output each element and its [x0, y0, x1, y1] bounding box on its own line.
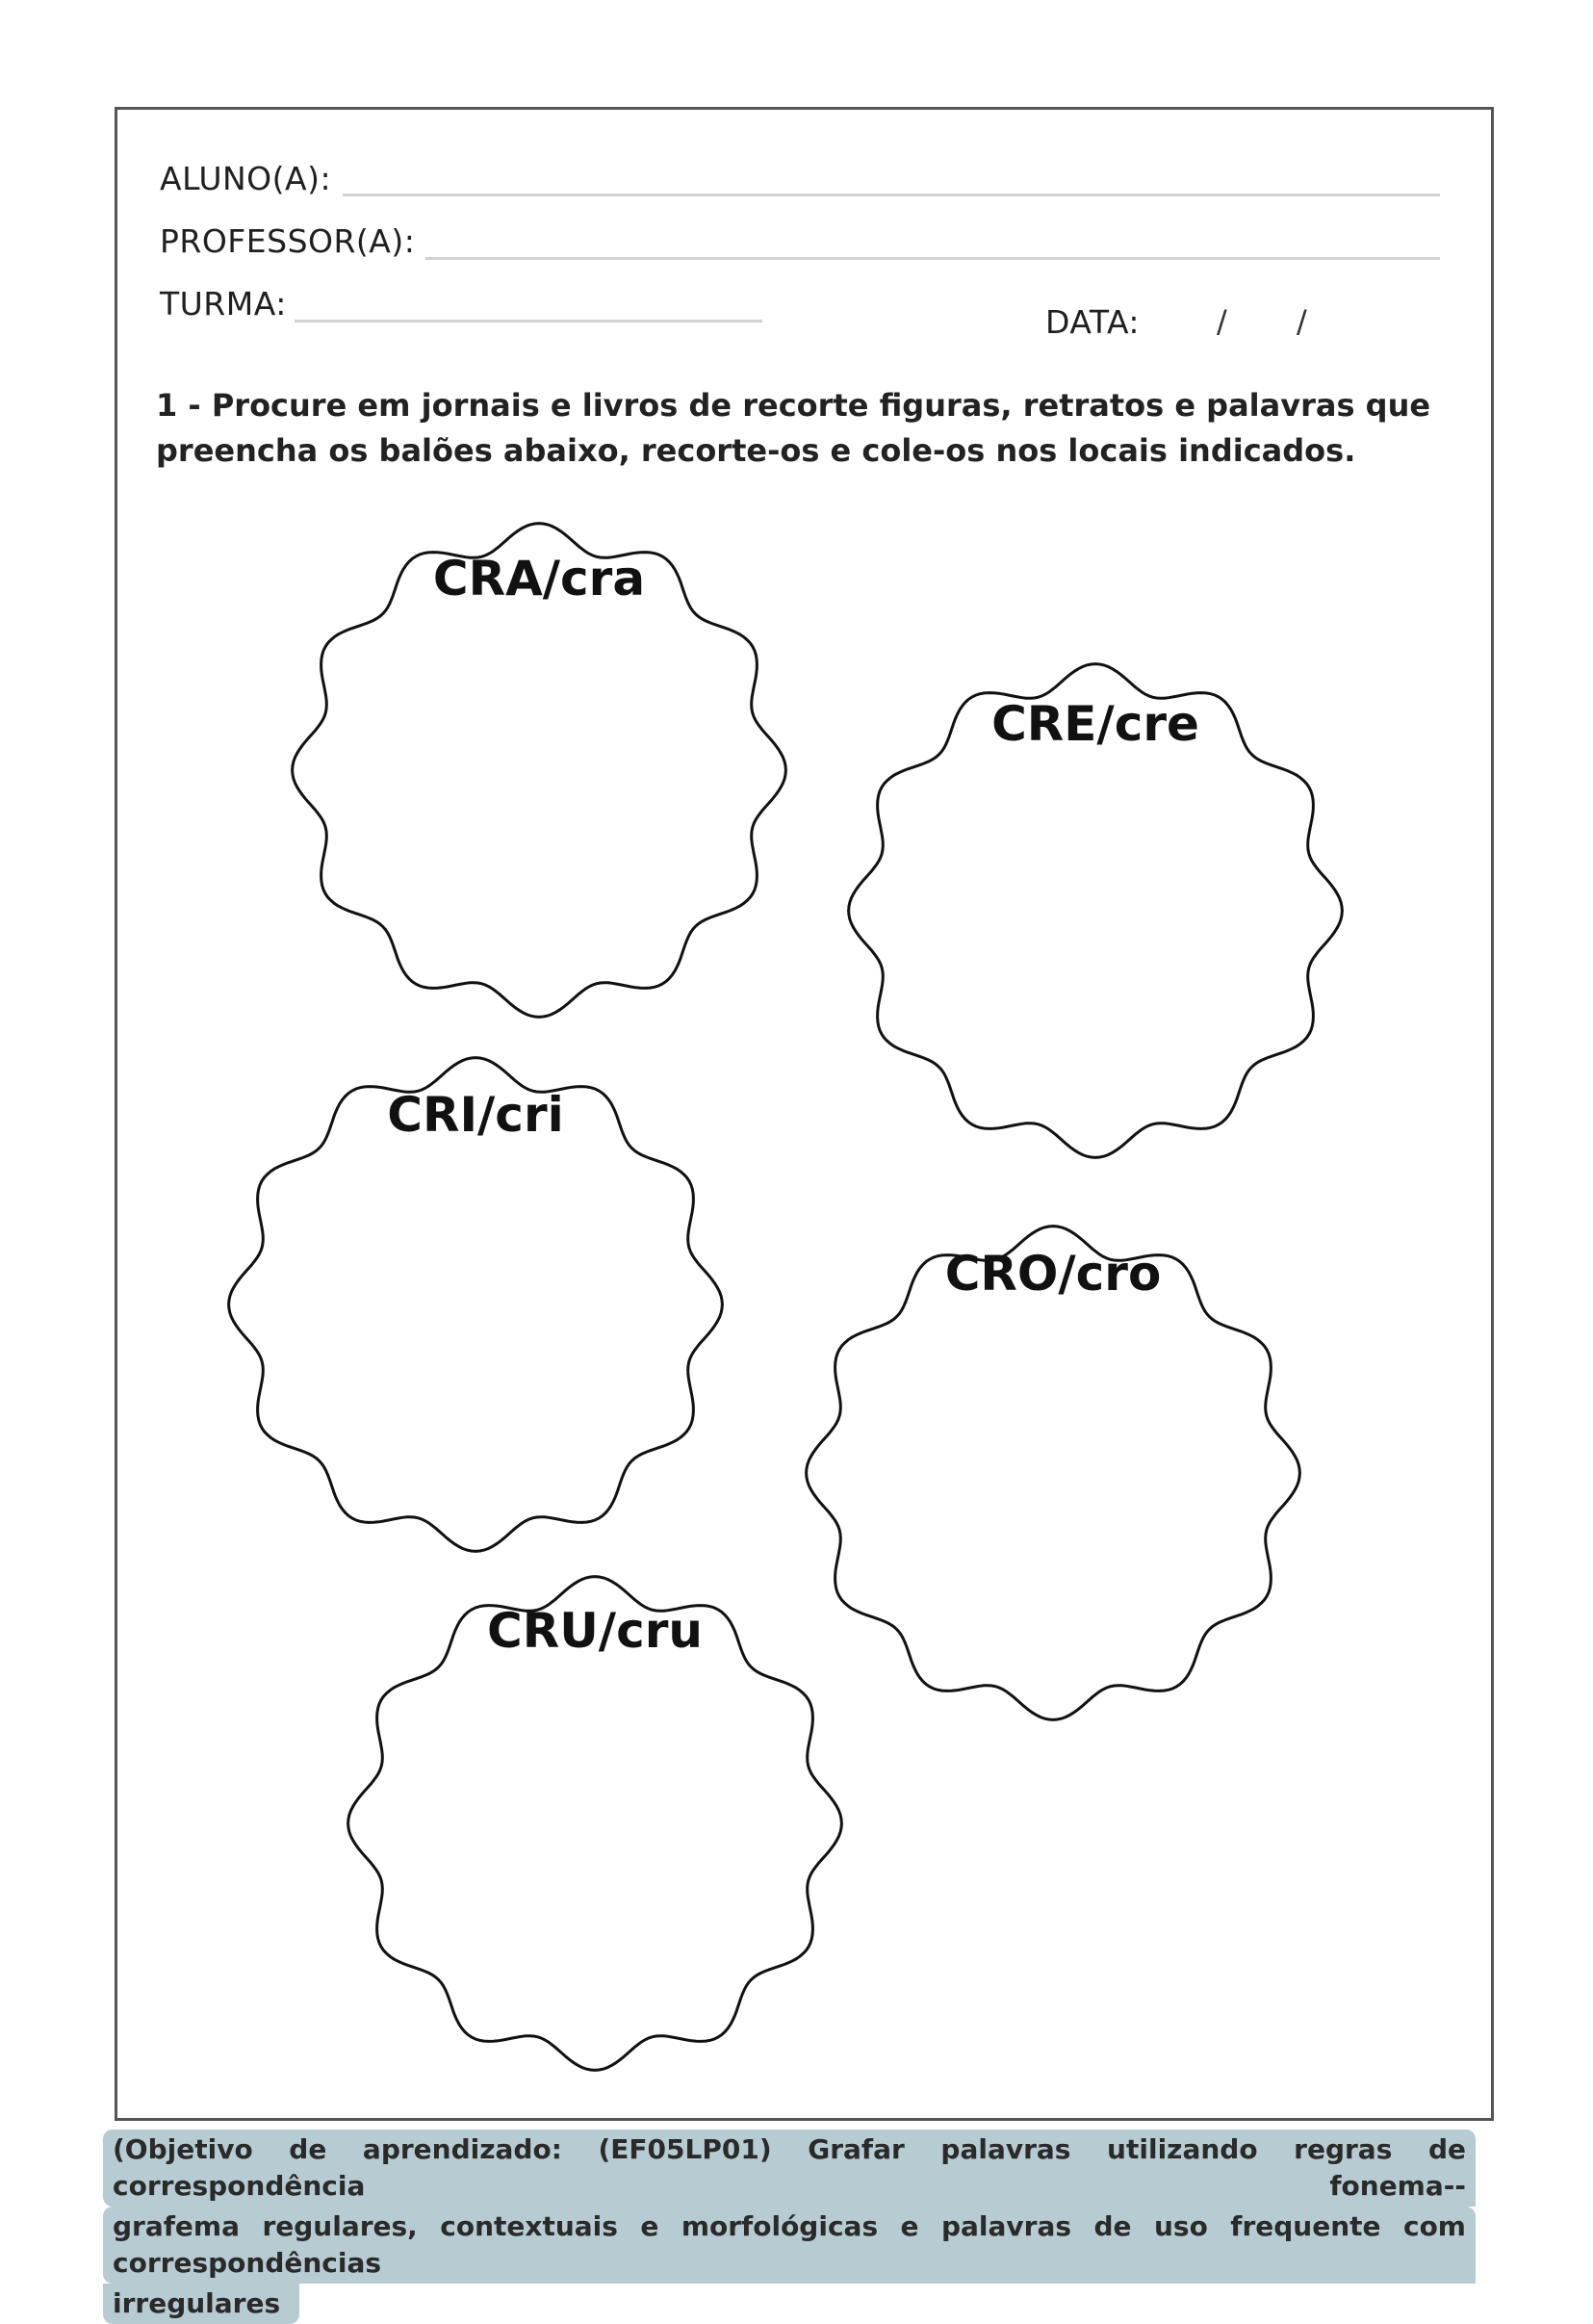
- balloon-cre-label: CRE/cre: [991, 696, 1199, 752]
- balloon-cri-label: CRI/cri: [387, 1087, 564, 1143]
- data-label: DATA:: [1045, 303, 1141, 341]
- aluno-label: ALUNO(A):: [160, 160, 332, 197]
- balloon-cra-label: CRA/cra: [432, 551, 646, 607]
- balloon-cre[interactable]: [849, 664, 1343, 1158]
- balloon-cra[interactable]: [293, 524, 786, 1018]
- date-slash-2: /: [1297, 303, 1307, 340]
- date-slash-1: /: [1217, 303, 1227, 340]
- balloon-cru-label: CRU/cru: [487, 1603, 703, 1659]
- balloon-cro[interactable]: [807, 1227, 1300, 1720]
- professor-label: PROFESSOR(A):: [160, 222, 416, 260]
- objective-line-3: irregulares: [103, 2284, 299, 2324]
- balloon-cro-label: CRO/cro: [944, 1246, 1162, 1302]
- learning-objective: [103, 2130, 1476, 2324]
- objective-line-2: grafema regulares, contextuais e morfológicas e palavras de uso frequente com correspondências: [103, 2207, 1476, 2284]
- turma-label: TURMA:: [160, 285, 287, 323]
- objective-line-1: (Objetivo de aprendizado: (EF05LP01) Grafar palavras utilizando regras de correspondência fonema--: [103, 2130, 1476, 2207]
- balloon-cru[interactable]: [348, 1577, 842, 2071]
- balloon-cri[interactable]: [229, 1058, 723, 1552]
- instruction-text: 1 - Procure em jornais e livros de recorte figuras, retratos e palavras que preencha os balões abaixo, recorte-os e cole-os nos locais indicados.: [156, 387, 1431, 469]
